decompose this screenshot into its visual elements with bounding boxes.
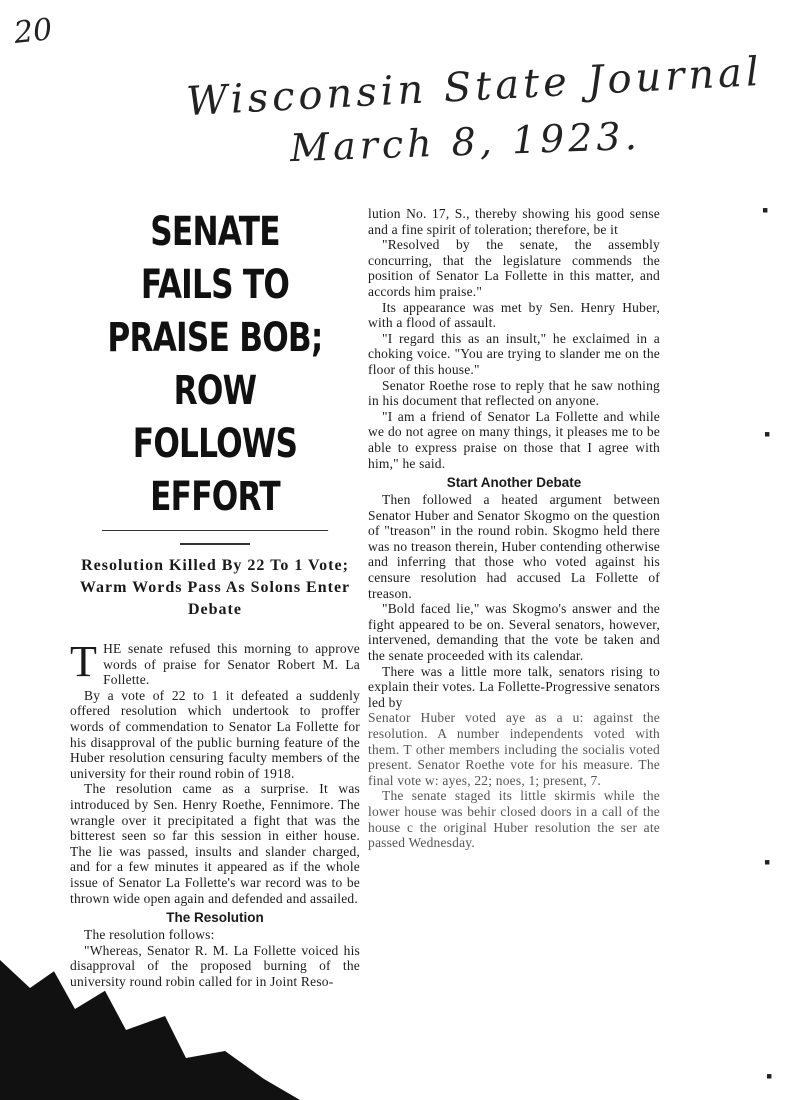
margin-mark: ▪ (764, 852, 771, 872)
lead-text: HE senate refused this morning to approve words of praise for Senator Robert M. La Follette. (103, 641, 360, 688)
handwritten-source: Wisconsin State Journal (185, 48, 764, 126)
body-paragraph: "Bold faced lie," was Skogmo's answer and the fight appeared to be on. Several senators, however, intervened, demanding that the vote be taken and the senate proceeded with its calendar. (368, 601, 660, 664)
body-paragraph: "I regard this as an insult," he exclaimed in a choking voice. "You are trying to slander me on the floor of this house." (368, 330, 660, 377)
body-paragraph: The resolution follows: (84, 927, 215, 943)
page-number: 20 (12, 12, 54, 51)
lead-paragraph (70, 637, 360, 688)
body-paragraph: "Whereas, Senator R. M. La Follette voiced his disapproval of the proposed burning of the university round robin called for in Joint Reso- (70, 942, 360, 989)
headline (102, 206, 328, 531)
body-paragraph: There was a little more talk, senators rising to explain their votes. La Follette-Progressive senators led by (368, 663, 660, 710)
margin-mark: ▪ (764, 424, 771, 444)
body-paragraph: "Resolved by the senate, the assembly concurring, that the legislature commends the position of Senator La Follette in this matter, and accords him praise." (368, 237, 660, 299)
body-paragraph: Its appearance was met by Sen. Henry Huber, with a flood of assault. (368, 299, 660, 331)
body-paragraph: By a vote of 22 to 1 it defeated a suddenly offered resolution which undertook to proffer words of commendation to Senator La Follette for his disapproval of the public burning feature of the Huber resolution censuring faculty members of the university for their round robin of 1918. (70, 687, 360, 781)
right-column (368, 206, 660, 851)
newspaper-clipping (62, 200, 664, 1010)
margin-mark: ▪ (766, 1066, 773, 1086)
body-paragraph: Senator Huber voted aye as a u: against the resolution. A number independents voted with them. T other members including the socialis voted present. Senator Roethe vote for his measure. The final vote w: ayes, 22; noes, 1; present, 7. (368, 710, 660, 788)
headline-line: SENATE FAILS TO (140, 209, 290, 308)
body-paragraph: Then followed a heated argument between Senator Huber and Senator Skogmo on the question of "treason" in the round robin. Skogmo held there was no treason therein, Huber contending otherwise and inferring that those who voted against his censure resolution had accused La Follette of treason. (368, 492, 660, 601)
margin-mark: ▪ (762, 200, 769, 220)
drop-cap: T (70, 637, 98, 686)
body-paragraph: lution No. 17, S., thereby showing his good sense and a fine spirit of toleration; therefore, be it (368, 206, 660, 237)
left-column (70, 206, 360, 989)
body-paragraph: "I am a friend of Senator La Follette and while we do not agree on many things, it pleases me to be able to express praise on those that I agree with him," he said. (368, 408, 660, 471)
deck: Resolution Killed By 22 To 1 Vote; Warm Words Pass As Solons Enter Debate (79, 557, 351, 618)
subhead-resolution: The Resolution (166, 910, 264, 926)
body-paragraph: Senator Roethe rose to reply that he saw nothing in his document that reflected on anyone. (368, 377, 660, 409)
handwritten-date: March 8, 1923. (289, 113, 642, 171)
divider (180, 543, 250, 545)
headline-line: FOLLOWS EFFORT (132, 421, 298, 520)
body-paragraph: The resolution came as a surprise. It was introduced by Sen. Henry Roethe, Fennimore. The wrangle over it precipitated a fight that was the bitterest seen so far this session in either house. The lie was passed, insults and slander charged, and for a few minutes it appeared as if the whole issue of Senator La Follette's war record was to be thrown wide open again and defended and assailed. (70, 781, 360, 906)
headline-line: PRAISE BOB; ROW (107, 315, 323, 414)
body-paragraph: The senate staged its little skirmis while the lower house was behir closed doors in a call of the house c the original Huber resolution the ser ate passed Wednesday. (368, 788, 660, 851)
subhead-debate: Start Another Debate (446, 475, 582, 491)
